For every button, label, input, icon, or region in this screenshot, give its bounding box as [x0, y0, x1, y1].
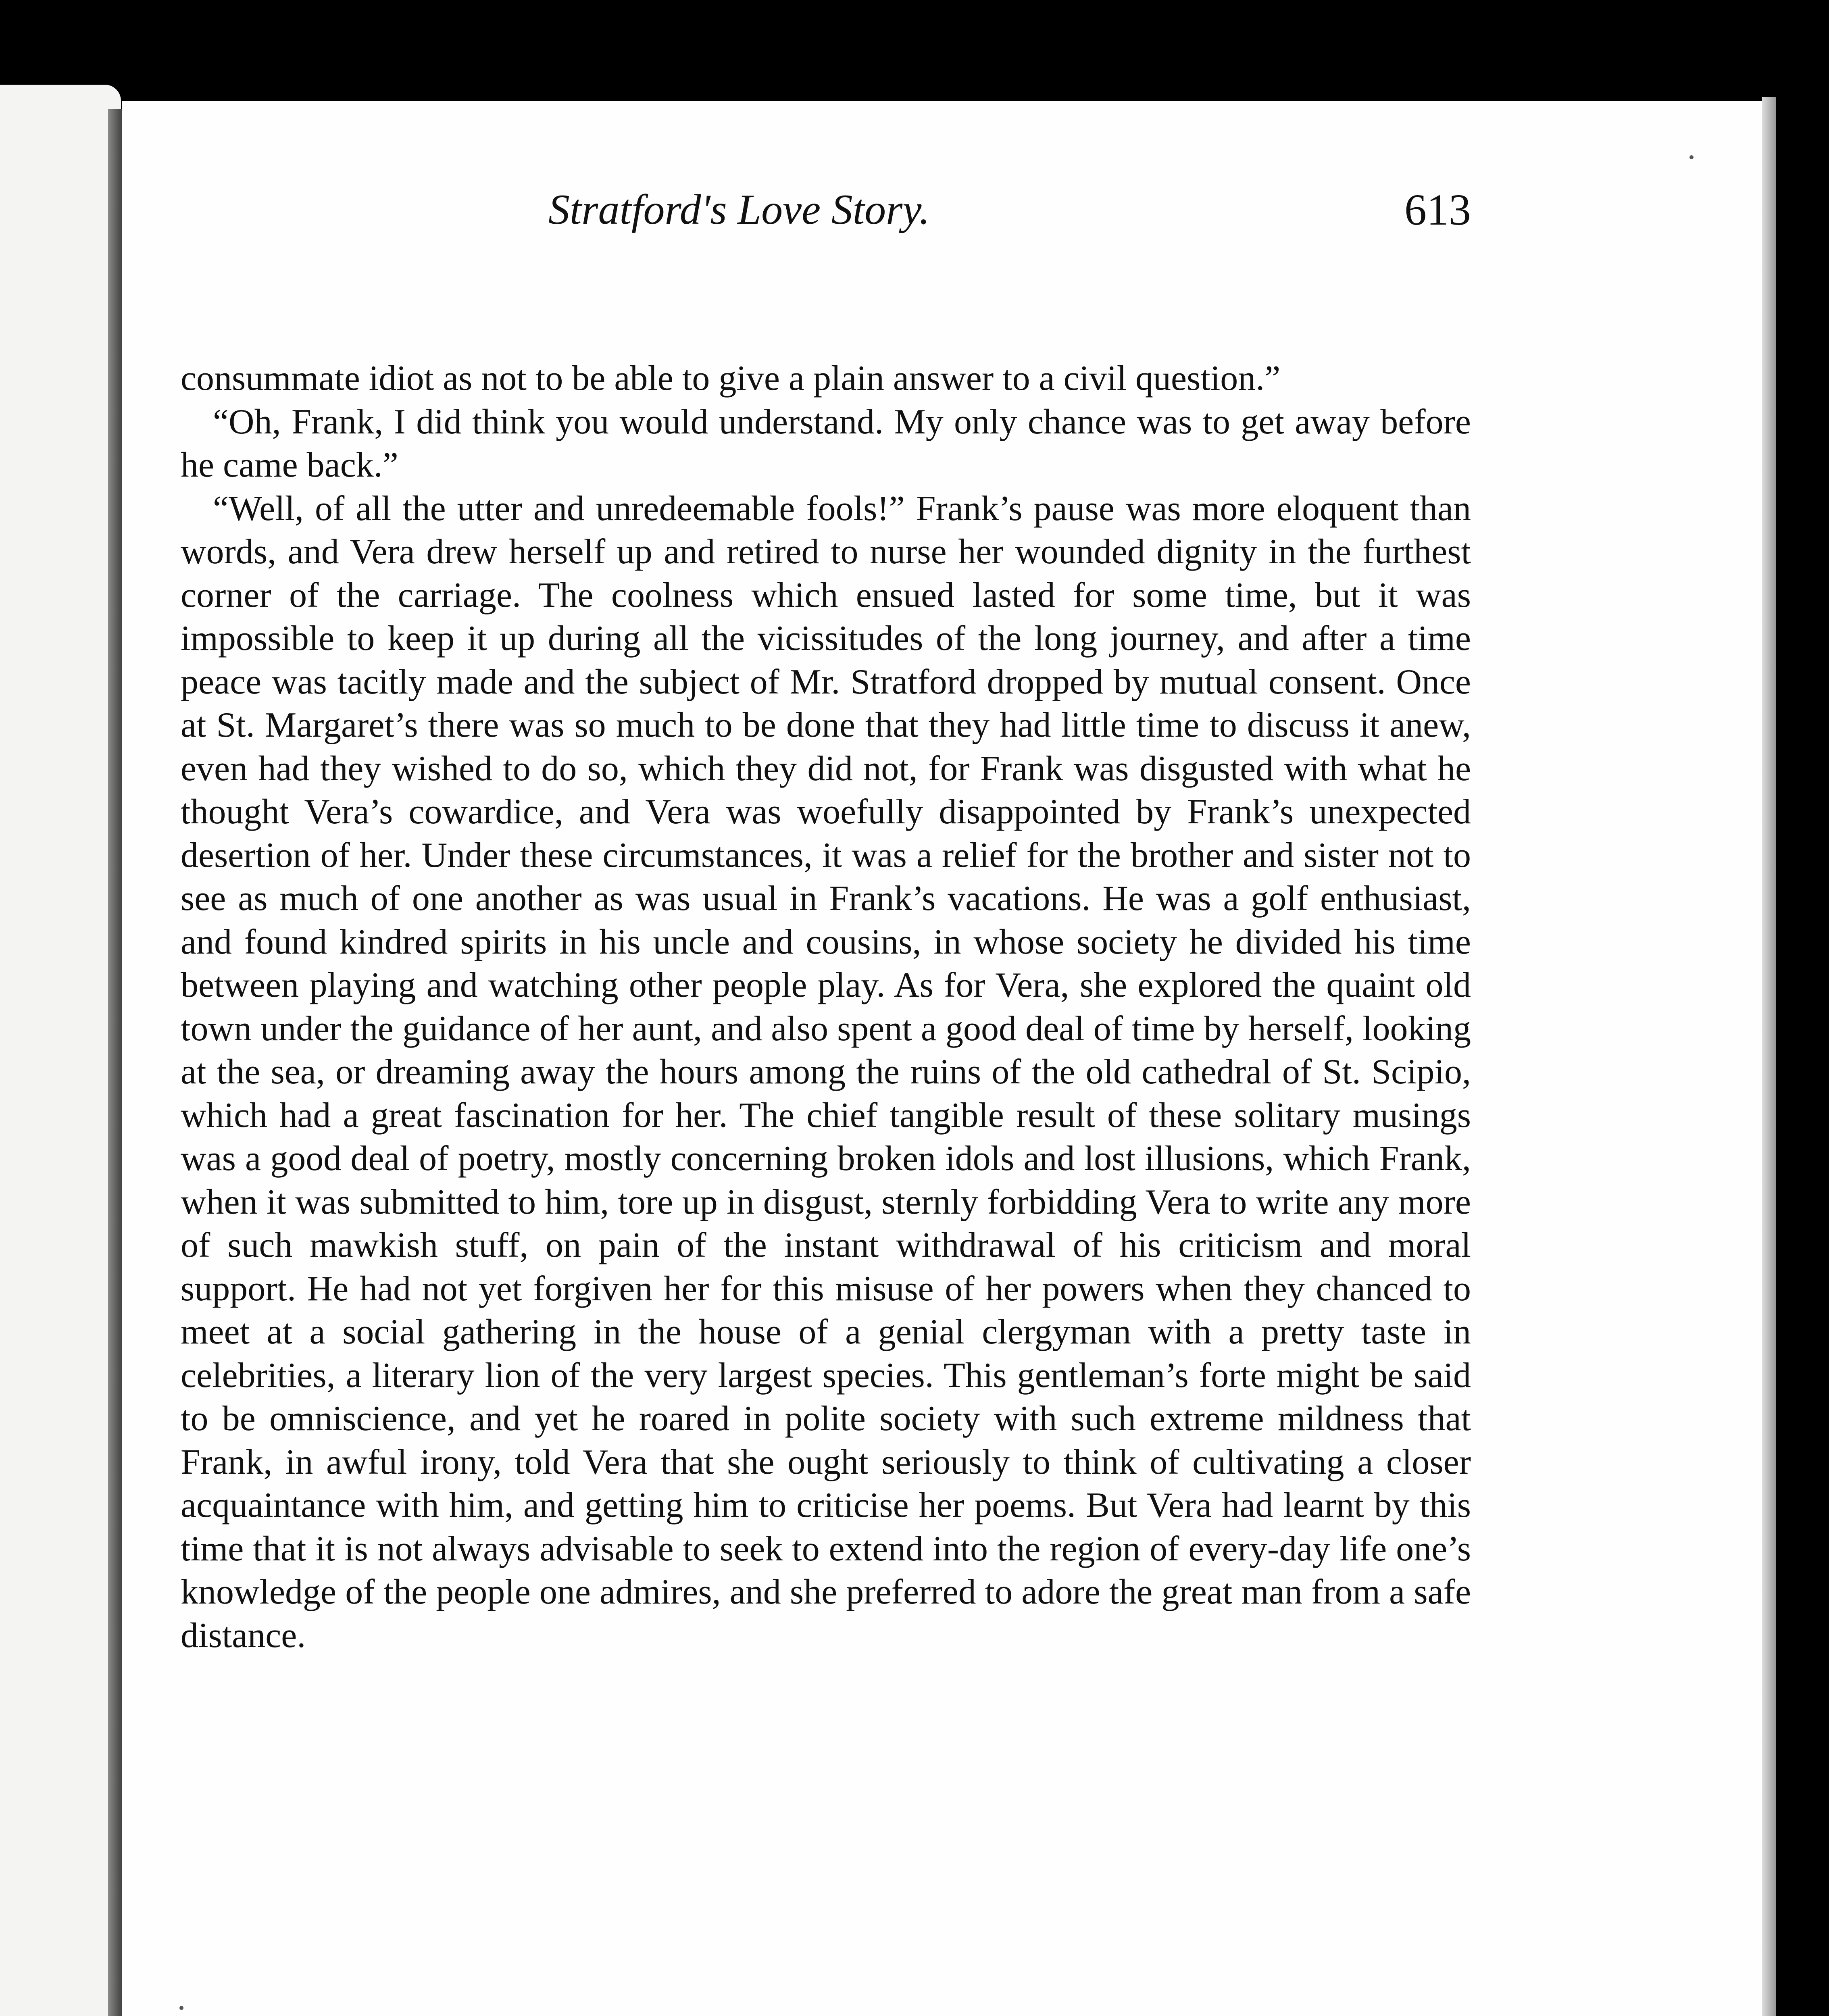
paragraph: “Well, of all the utter and unredeemable fools!” Frank’s pause was more eloquent than words, and Vera drew herself up and retired to nurse her wounded dignity in the furthest corner of the carriage. The coolness which ensued lasted for some time, but it was impossible to keep it up during all the vicissitudes of the long journey, and after a time peace was tacitly made and the subject of Mr. Stratford dropped by mutual consent. Once at St. Margaret’s there was so much to be done that they had little time to discuss it anew, even had they wished to do so, which they did not, for Frank was disgusted with what he thought Vera’s cowardice, and Vera was woefully disappointed by Frank’s unexpected desertion of her. Under these circumstances, it was a relief for the brother and sister not to see as much of one another as was usual in Frank’s vacations. He was a golf enthusiast, and found kindred spirits in his uncle and cousins, in whose society he divided his time between playing and watching other people play. As for Vera, she explored the quaint old town under the guidance of her aunt, and also spent a good deal of time by herself, looking at the sea, or dreaming away the hours among the ruins of the old cathedral of St. Scipio, which had a great fascination for her. The chief tangible result of these solitary musings was a good deal of poetry, mostly concerning broken idols and lost illusions, which Frank, when it was submitted to him, tore up in disgust, sternly forbidding Vera to write any more of such mawkish stuff, on pain of the instant withdrawal of his criticism and moral support. He had not yet forgiven her for this misuse of her powers when they chanced to meet at a social gathering in the house of a genial clergyman with a pretty taste in celebrities, a literary lion of the very largest species. This gentleman’s forte might be said to be omniscience, and yet he roared in polite society with such extreme mildness that Frank, in awful irony, told Vera that she ought seriously to think of cultivating a closer acquaintance with him, and getting him to criticise her poems. But Vera had learnt by this time that it is not always advisable to seek to extend into the region of every-day life one’s knowledge of the people one admires, and she preferred to adore the great man from a safe distance.: [181, 489, 1471, 1655]
scan-speck: [179, 2006, 183, 2010]
previous-page-edge: [0, 85, 121, 2016]
gutter-shadow: [108, 109, 123, 2016]
paragraph: “Oh, Frank, I did think you would understand. My only chance was to get away before he came back.”: [181, 402, 1471, 485]
paragraph: consummate idiot as not to be able to give a plain answer to a civil question.”: [181, 359, 1281, 398]
page-fore-edge: [1762, 97, 1776, 2016]
running-title: Stratford's Love Story.: [548, 186, 930, 233]
scan-speck: [1689, 155, 1694, 159]
body-text: [181, 357, 1471, 1657]
running-head: [181, 181, 1471, 246]
page-number: 613: [1404, 185, 1471, 234]
